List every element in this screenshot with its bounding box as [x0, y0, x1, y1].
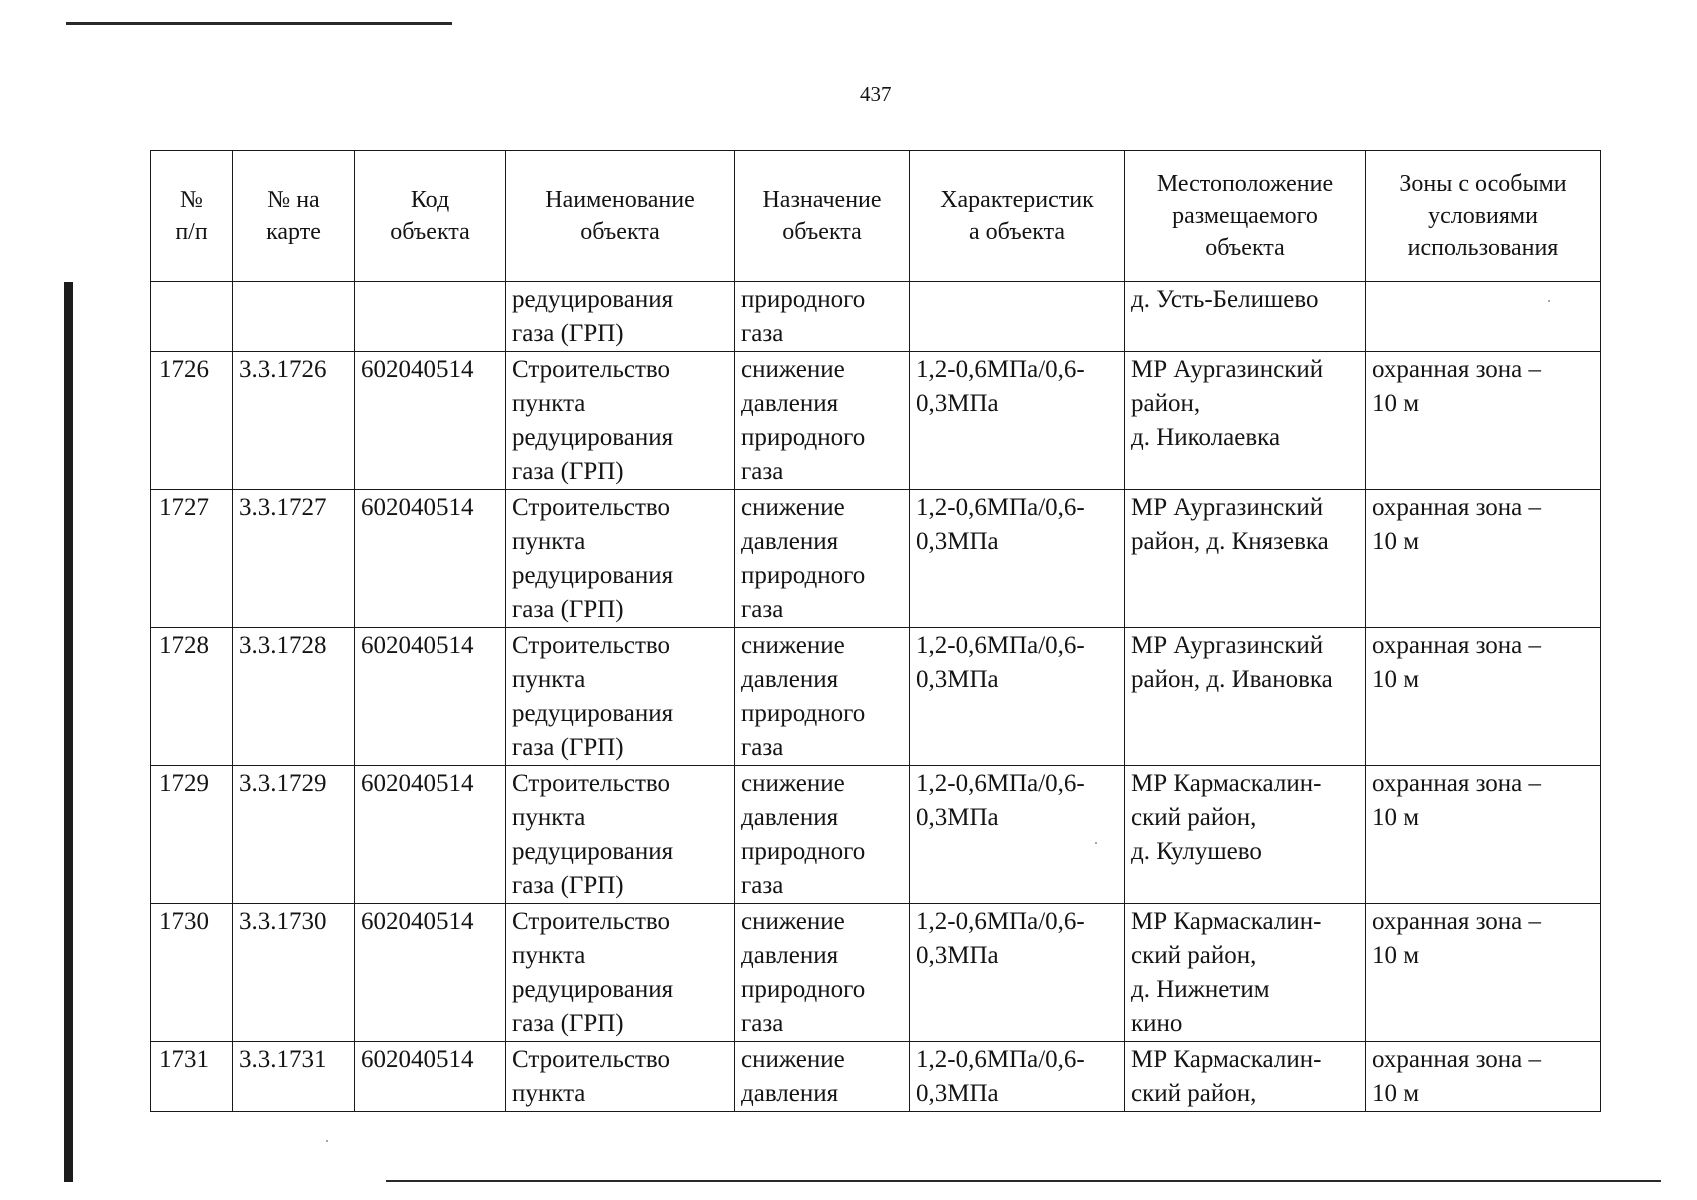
cell-name: редуцирования газа (ГРП) [506, 282, 735, 352]
table-header-row [151, 151, 1601, 282]
scan-speck [326, 1140, 328, 1142]
cell-characteristics: 1,2-0,6МПа/0,6- 0,3МПа [910, 904, 1125, 1042]
cell-code: 602040514 [355, 352, 506, 490]
cell-characteristics [910, 282, 1125, 352]
cell-purpose: снижение давления природного газа [735, 628, 910, 766]
page-number: 437 [860, 82, 892, 106]
cell-name: Строительство пункта [506, 1042, 735, 1112]
cell-code: 602040514 [355, 628, 506, 766]
cell-num [151, 282, 233, 352]
table-row [151, 352, 1601, 490]
cell-num: 1729 [151, 766, 233, 904]
cell-num: 1726 [151, 352, 233, 490]
cell-zones: охранная зона – 10 м [1366, 352, 1601, 490]
header-characteristics: Характеристик а объекта [910, 151, 1125, 282]
cell-purpose: снижение давления природного газа [735, 904, 910, 1042]
scan-line-top [66, 22, 452, 25]
cell-code: 602040514 [355, 904, 506, 1042]
objects-table [150, 150, 1601, 1112]
cell-num: 1728 [151, 628, 233, 766]
cell-name: Строительство пункта редуцирования газа (ГРП) [506, 628, 735, 766]
cell-zones: охранная зона – 10 м [1366, 904, 1601, 1042]
header-name: Наименование объекта [506, 151, 735, 282]
cell-code: 602040514 [355, 490, 506, 628]
cell-zones: охранная зона – 10 м [1366, 490, 1601, 628]
cell-num: 1727 [151, 490, 233, 628]
cell-characteristics: 1,2-0,6МПа/0,6- 0,3МПа [910, 1042, 1125, 1112]
cell-characteristics: 1,2-0,6МПа/0,6- 0,3МПа [910, 766, 1125, 904]
cell-num: 1730 [151, 904, 233, 1042]
header-code: Код объекта [355, 151, 506, 282]
table-row-continuation [151, 282, 1601, 352]
cell-zones: охранная зона – 10 м [1366, 628, 1601, 766]
cell-location: МР Кармаскалин- ский район, д. Кулушево [1125, 766, 1366, 904]
cell-location: МР Аургазинский район, д. Ивановка [1125, 628, 1366, 766]
cell-code [355, 282, 506, 352]
cell-map-num: 3.3.1728 [233, 628, 355, 766]
cell-name: Строительство пункта редуцирования газа (ГРП) [506, 904, 735, 1042]
header-location: Местоположение размещаемого объекта [1125, 151, 1366, 282]
cell-name: Строительство пункта редуцирования газа (ГРП) [506, 766, 735, 904]
cell-zones [1366, 282, 1601, 352]
cell-purpose: природного газа [735, 282, 910, 352]
cell-characteristics: 1,2-0,6МПа/0,6- 0,3МПа [910, 352, 1125, 490]
scan-edge-left [64, 282, 73, 1182]
header-zones: Зоны с особыми условиями использования [1366, 151, 1601, 282]
cell-purpose: снижение давления природного газа [735, 352, 910, 490]
table-row [151, 766, 1601, 904]
cell-map-num: 3.3.1730 [233, 904, 355, 1042]
cell-name: Строительство пункта редуцирования газа (ГРП) [506, 352, 735, 490]
cell-characteristics: 1,2-0,6МПа/0,6- 0,3МПа [910, 490, 1125, 628]
cell-code: 602040514 [355, 766, 506, 904]
cell-zones: охранная зона – 10 м [1366, 766, 1601, 904]
cell-location: МР Аургазинский район, д. Князевка [1125, 490, 1366, 628]
cell-purpose: снижение давления [735, 1042, 910, 1112]
cell-map-num [233, 282, 355, 352]
cell-purpose: снижение давления природного газа [735, 766, 910, 904]
header-map-num: № на карте [233, 151, 355, 282]
cell-zones: охранная зона – 10 м [1366, 1042, 1601, 1112]
cell-map-num: 3.3.1729 [233, 766, 355, 904]
table-row [151, 1042, 1601, 1112]
header-purpose: Назначение объекта [735, 151, 910, 282]
cell-location: МР Кармаскалин- ский район, д. Нижнетим кино [1125, 904, 1366, 1042]
cell-location: МР Кармаскалин- ский район, [1125, 1042, 1366, 1112]
cell-name: Строительство пункта редуцирования газа (ГРП) [506, 490, 735, 628]
table-row [151, 490, 1601, 628]
cell-purpose: снижение давления природного газа [735, 490, 910, 628]
header-num: № п/п [151, 151, 233, 282]
cell-code: 602040514 [355, 1042, 506, 1112]
table-row [151, 628, 1601, 766]
cell-location: МР Аургазинский район, д. Николаевка [1125, 352, 1366, 490]
cell-characteristics: 1,2-0,6МПа/0,6- 0,3МПа [910, 628, 1125, 766]
cell-map-num: 3.3.1726 [233, 352, 355, 490]
cell-map-num: 3.3.1731 [233, 1042, 355, 1112]
cell-map-num: 3.3.1727 [233, 490, 355, 628]
table-row [151, 904, 1601, 1042]
cell-num: 1731 [151, 1042, 233, 1112]
cell-location: д. Усть-Белишево [1125, 282, 1366, 352]
scan-line-bottom [386, 1180, 1661, 1182]
